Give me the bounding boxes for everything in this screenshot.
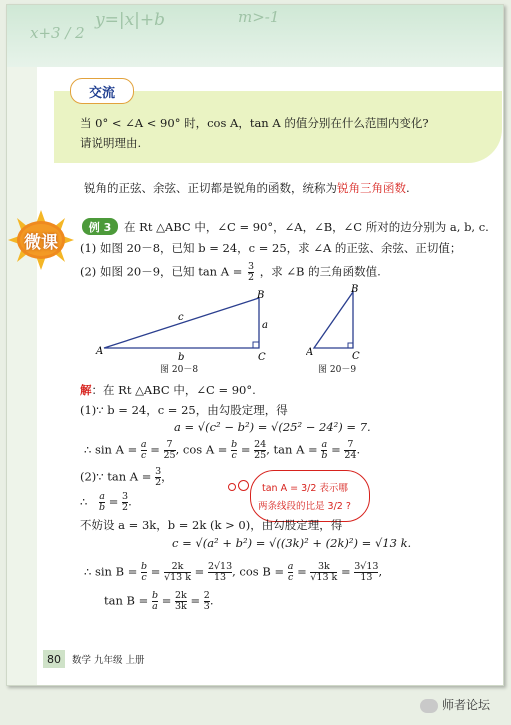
caption-20-8: 图 20－8: [160, 365, 199, 375]
figure-20-9: [306, 282, 366, 362]
side-c: c: [178, 312, 184, 323]
vertex-B-2: B: [351, 284, 359, 295]
caption-20-9: 图 20－9: [318, 365, 357, 375]
margin-strip: [7, 67, 37, 685]
definition: 锐角的正弦、余弦、正切都是锐角的函数，统称为锐角三角函数.: [84, 181, 410, 195]
fraction-3-2: $\frac{3}{2}$: [248, 261, 255, 283]
right-angle-mark: [253, 342, 259, 348]
solution-line-1: 解：在 Rt △ABC 中，∠C = 90°.: [80, 383, 256, 397]
solution-line-5: (2)∵ tan A = $\frac{3}{2}$ ，: [80, 466, 173, 488]
solution-line-9: ∴ sin B = $\frac{b}{c}$ = $\frac{2k}{√13 k}$ = $\frac{2√13}{13}$ , cos B = $\frac{a}{c}$ = $\frac{3k}{√13 k}$ = $\frac{3√13}{13}$ ,: [84, 561, 383, 583]
solution-line-10: tan B = $\frac{b}{a}$ = $\frac{2k}{3k}$ = $\frac{2}{3}$ .: [104, 590, 214, 612]
discussion-text: [80, 113, 480, 153]
question-1: (1) 如图 20－8，已知 b = 24，c = 25，求 ∠A 的正弦、余弦、正切值；: [80, 241, 462, 255]
example-intro: 在 Rt △ABC 中，∠C = 90°，∠A，∠B，∠C 所对的边分别为 a, b, c.: [124, 220, 489, 234]
vertex-A-2: A: [306, 347, 314, 358]
solution-line-8: c = √(a² + b²) = √((3k)² + (2k)²) = √13 k.: [172, 536, 412, 550]
chalk-formula-3: m>-1: [238, 8, 280, 26]
side-b: b: [178, 352, 185, 363]
chalk-formula-2: y=|x|+b: [95, 10, 166, 30]
solution-line-4: ∴ sin A = $\frac{a}{c}$ = $\frac{7}{25}$ , cos A = $\frac{b}{c}$ = $\frac{24}{25}$ , tan A = $\frac{a}{b}$ = $\frac{7}{24}$ .: [84, 439, 361, 461]
solution-line-6: ∴ $\frac{a}{b}$ = $\frac{3}{2}$ .: [80, 491, 132, 513]
discussion-line-1: 当 0° < ∠A < 90° 时，cos A，tan A 的值分别在什么范围内变化?: [80, 116, 429, 130]
chat-icon: [420, 699, 438, 713]
figure-20-8: [92, 290, 282, 365]
triangle-20-9: [314, 292, 353, 348]
solution-label: 解: [80, 383, 92, 397]
micro-lesson-label: 微课: [24, 233, 58, 253]
solution-line-7: 不妨设 a = 3k，b = 2k (k > 0)，由勾股定理，得: [80, 518, 343, 532]
cloud-line-2: 两条线段的比是 3/2 ?: [258, 501, 351, 512]
solution-line-3: a = √(c² − b²) = √(25² − 24²) = 7.: [174, 420, 371, 434]
discussion-badge: 交流: [70, 78, 134, 104]
example-badge: 例 3: [82, 218, 118, 235]
vertex-C: C: [258, 352, 266, 363]
question-2: (2) 如图 20－9，已知 tan A = $\frac{3}{2}$ ，求 ∠B 的三角函数值.: [80, 261, 381, 283]
definition-term: 锐角三角函数: [337, 181, 406, 195]
page-number: 80: [43, 650, 65, 668]
solution-line-2: (1)∵ b = 24，c = 25，由勾股定理，得: [80, 403, 288, 417]
triangle-20-8: [104, 298, 259, 348]
cloud-line-1: tan A = 3/2 表示哪: [262, 483, 348, 494]
watermark: 师者论坛: [420, 696, 490, 713]
chalk-formula-1: x+3 / 2: [30, 24, 85, 42]
discussion-line-2: 请说明理由.: [80, 136, 142, 150]
right-angle-mark-2: [348, 343, 353, 348]
vertex-C-2: C: [352, 351, 360, 362]
vertex-B: B: [257, 290, 265, 301]
vertex-A: A: [96, 346, 104, 357]
side-a: a: [262, 320, 268, 331]
book-title: 数学 九年级 上册: [72, 655, 145, 666]
